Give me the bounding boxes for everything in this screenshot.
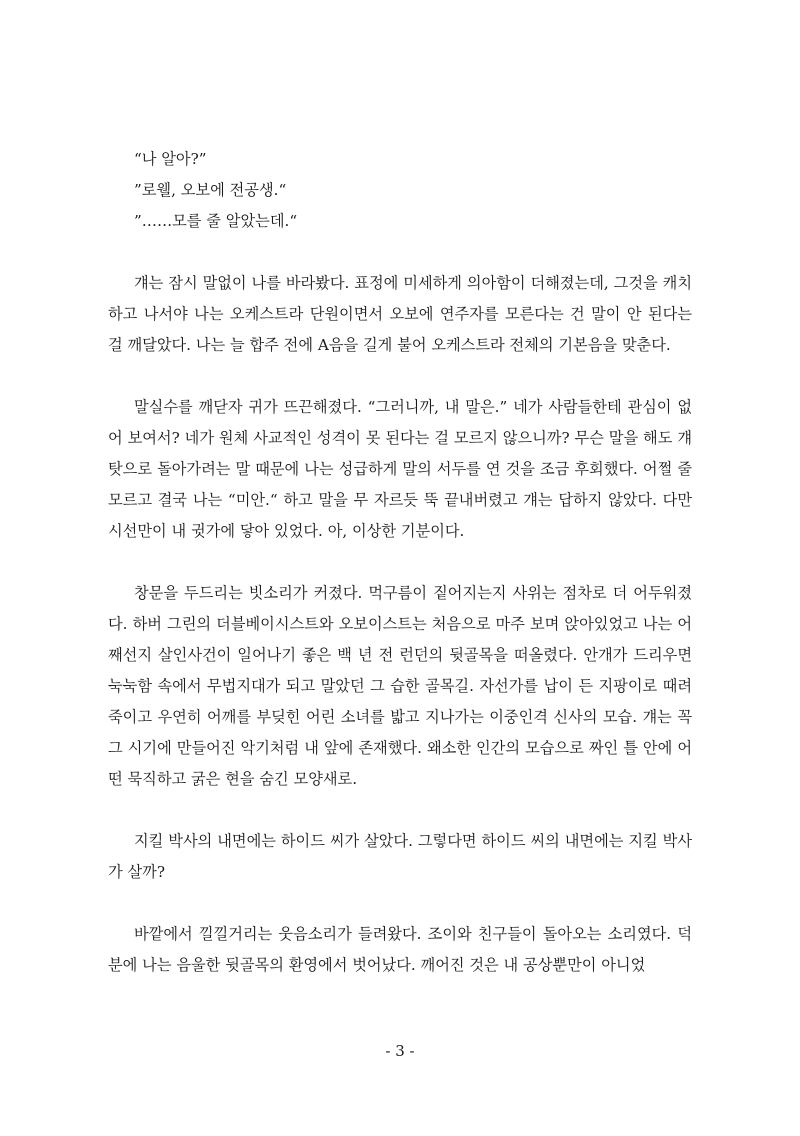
paragraph: 바깥에서 낄낄거리는 웃음소리가 들려왔다. 조이와 친구들이 돌아오는 소리였다. 덕분에 나는 음울한 뒷골목의 환영에서 벗어났다. 깨어진 것은 내 공상뿐만이 아니었 bbox=[108, 925, 692, 974]
paragraph: 말실수를 깨닫자 귀가 뜨끈해졌다. “그러니까, 내 말은.” 네가 사람들한테 관심이 없어 보여서? 네가 원체 사교적인 성격이 못 된다는 걸 모르지 않으니까? 무슨 말을 해도 걔 탓으로 돌아가려는 말 때문에 나는 성급하게 말의 서두를 연 것을 조금 후회했다. 어쩔 줄 모르고 결국 나는 “미안.“ 하고 말을 무 자르듯 뚝 끝내버렸고 걔는 답하지 않았다. 다만 시선만이 내 귓가에 닿아 있었다. 아, 이상한 기분이다. bbox=[108, 398, 692, 540]
page-number: - 3 - bbox=[385, 1042, 415, 1060]
dialogue-block bbox=[108, 144, 692, 237]
paragraph: 걔는 잠시 말없이 나를 바라봤다. 표정에 미세하게 의아함이 더해졌는데, 그것을 캐치하고 나서야 나는 오케스트라 단원이면서 오보에 연주자를 모른다는 건 말이 안 된다는 걸 깨달았다. 나는 늘 합주 전에 A음을 길게 불어 오케스트라 전체의 기본음을 맞춘다. bbox=[108, 274, 692, 354]
dialogue-line: ”……모를 줄 알았는데.“ bbox=[134, 212, 298, 230]
paragraph: 지킬 박사의 내면에는 하이드 씨가 살았다. 그렇다면 하이드 씨의 내면에는 지킬 박사가 살까? bbox=[108, 832, 692, 881]
dialogue-line: “나 알아?” bbox=[134, 150, 207, 168]
dialogue-line: ”로웰, 오보에 전공생.“ bbox=[134, 181, 287, 199]
body-text bbox=[108, 144, 692, 981]
paragraph: 창문을 두드리는 빗소리가 커졌다. 먹구름이 짙어지는지 사위는 점차로 더 어두워졌다. 하버 그린의 더블베이시스트와 오보이스트는 처음으로 마주 보며 앉아있었고 나는 어째선지 살인사건이 일어나기 좋은 백 년 전 런던의 뒷골목을 떠올렸다. 안개가 드리우면 눅눅함 속에서 무법지대가 되고 말았던 그 습한 골목길. 자선가를 납이 든 지팡이로 때려죽이고 우연히 어깨를 부딪힌 어린 소녀를 밟고 지나가는 이중인격 신사의 모습. 걔는 꼭 그 시기에 만들어진 악기처럼 내 앞에 존재했다. 왜소한 인간의 모습으로 짜인 틀 안에 어떤 묵직하고 굵은 현을 숨긴 모양새로. bbox=[108, 584, 692, 788]
